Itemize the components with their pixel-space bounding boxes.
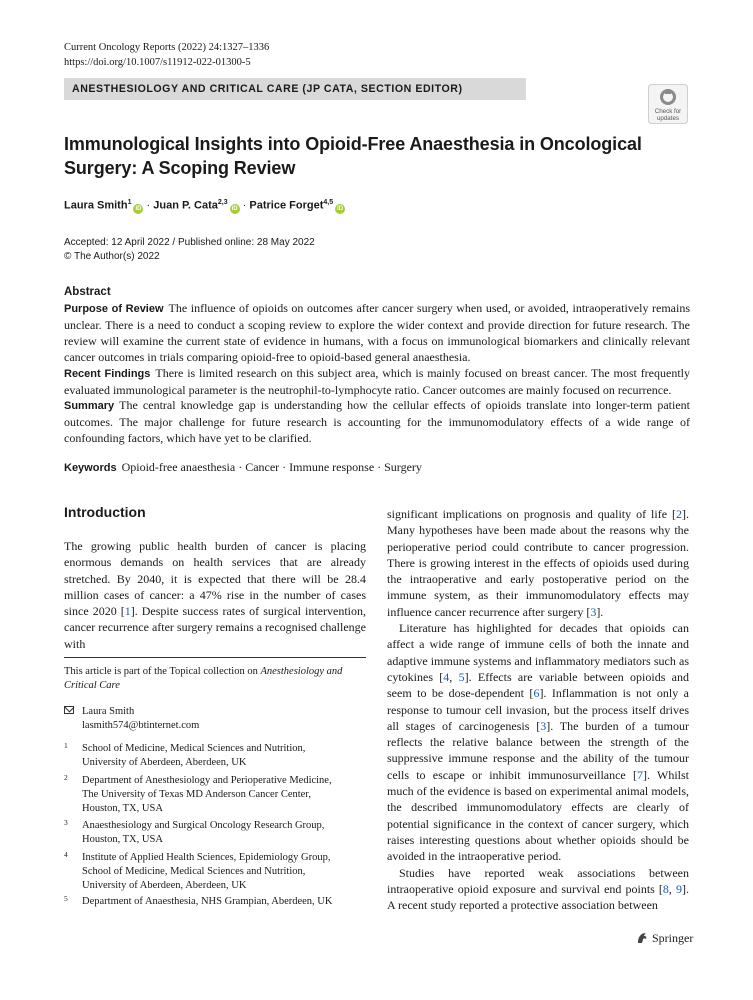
affiliation-line: Institute of Applied Health Sciences, Epidemiology Group, [82,852,331,863]
text-run: ]. Despite success rates of surgical intervention, cancer recurrence after surgery remains a recognised challenge with [64,604,366,651]
affiliation-number: 4 [64,850,68,859]
affiliation-line: School of Medicine, Medical Sciences and Nutrition, [82,866,306,877]
findings-text: There is limited research on this subject area, which is mainly focused on breast cancer. The most frequently evaluated immunological parameter is the neutrophil-to-lymphocyte ratio. Cancer outcomes are mainly focused on recurrence. [64,365,691,397]
affiliation-line: Houston, TX, USA [82,803,163,814]
footnote-prefix: This article is part of the Topical collection on [64,666,261,677]
author-list [64,199,345,214]
section-banner: ANESTHESIOLOGY AND CRITICAL CARE (JP CATA, SECTION EDITOR) [64,78,526,100]
collection-name: Anesthesiology and Critical Care [64,666,343,691]
author-name[interactable]: Laura Smith [64,199,128,212]
abstract-body [64,301,690,447]
intro-left-column [64,538,366,652]
check-for-updates-icon [648,84,688,124]
correspondence-email[interactable]: lasmith574@btinternet.com [82,720,200,731]
text-run: ]. Many hypotheses have been made about the reasons why the perioperative period could contribute to cancer progression. There is growing interest in the effects of opioids used during the intraoperative and early postoperative period on the immune system, as their immunomodulatory effects may influence cancer recurrence after surgery [ [387,507,689,619]
text-run: ]. A recent study reported a protective association between [387,881,690,913]
envelope-icon [64,706,74,714]
text-run: ]. Whilst much of the evidence is based on experimental animal models, the described immunomodulatory effects are clearly of potential significance in the context of cancer surgery, which raises interesting questions about whether opioids should be avoided in the intraoperative period. [387,767,689,864]
author-name[interactable]: Juan P. Cata [153,199,218,212]
keywords-label: Keywords [64,462,117,474]
paragraph [64,538,366,652]
affiliation-line: Department of Anesthesiology and Perioperative Medicine, [82,775,332,786]
citation-link[interactable]: 4 [443,669,450,684]
text-run: Studies have reported weak associations between intraoperative opioid exposure and survival end points [ [387,865,689,896]
correspondence [64,705,199,733]
citation-link[interactable]: 1 [124,604,131,619]
citation-link[interactable]: 2 [676,507,682,521]
citation-link[interactable]: 9 [676,881,683,896]
affiliation-line: University of Aberdeen, Aberdeen, UK [82,880,247,891]
orcid-icon[interactable]: iD [135,205,142,212]
author-name[interactable]: Patrice Forget [249,199,324,212]
affiliation [64,742,366,770]
copyright-line: © The Author(s) 2022 [64,251,160,262]
affiliation-line: Anaesthesiology and Surgical Oncology Research Group, [82,820,325,831]
paragraph [387,865,689,914]
affiliation-number: 2 [64,773,68,782]
orcid-icon[interactable]: iD [337,205,344,212]
summary-label: Summary [64,400,115,413]
springer-horse-icon [635,931,649,945]
citation-link[interactable]: 5 [458,669,465,684]
publisher-footer [635,931,693,946]
text-run: Literature has highlighted for decades that opioids can affect a wide range of immune cells of both the innate and adaptive immune systems and inflammatory mediators such as cytokines [ [387,621,689,684]
citation-link[interactable]: 6 [533,686,540,701]
affiliation [64,895,366,909]
doi-link[interactable]: https://doi.org/10.1007/s11912-022-01300-5 [64,57,251,68]
footnote-divider [64,657,366,658]
intro-right-column [387,506,689,913]
affiliation-line: The University of Texas MD Anderson Cancer Center, [82,789,312,800]
affiliation-line: University of Aberdeen, Aberdeen, UK [82,757,247,768]
purpose-text: The influence of opioids on outcomes after cancer surgery when used, or avoided, intraoperatively remains unclear. There is a need to conduct a scoping review to explore the wider context and provide direction for future research. The review will examine the current state of evidence in humans, with a focus on immunological biomarkers and clinically relevant cancer outcomes in trials comparing opioid-free to opioid-based general anaesthesia. [64,301,690,364]
affiliation-line: Department of Anaesthesia, NHS Grampian, Aberdeen, UK [82,896,333,907]
paragraph [387,620,689,864]
badge-label-2: updates [656,115,680,122]
abstract-heading: Abstract [64,286,111,298]
keywords [64,459,422,476]
affiliation [64,851,366,893]
topical-collection-note [64,665,366,693]
badge-label-1: Check for [654,108,682,115]
publisher-name: Springer [652,931,694,945]
citation-link[interactable]: 7 [636,767,643,782]
text-run: significant implications on prognosis and quality of life [ [387,507,676,521]
citation-link[interactable]: 3 [540,718,547,733]
affiliation [64,774,366,816]
text-run: The growing public health burden of cancer is placing enormous demands on health services that are already stretched. By 2040, it is expected that there will be 28.4 million cases of cancer: a 47% rise in the number of cases since 2020 [ [64,539,366,619]
author-affiliation-sup: 4,5 [323,199,334,206]
citation-link[interactable]: 3 [590,604,597,619]
article-title: Immunological Insights into Opioid-Free Anaesthesia in Oncological Surgery: A Scoping Review [64,134,642,178]
affiliation-number: 1 [64,741,68,750]
text-run: ]. Effects are variable between opioids and seem to be dose-dependent [ [387,669,689,701]
affiliation-line: Houston, TX, USA [82,834,163,845]
citation-separator: , [668,881,677,896]
author-separator: · [143,199,154,212]
accepted-published-line: Accepted: 12 April 2022 / Published online: 28 May 2022 [64,237,315,248]
introduction-heading: Introduction [64,504,146,520]
affiliation-line: School of Medicine, Medical Sciences and Nutrition, [82,743,306,754]
journal-citation: Current Oncology Reports (2022) 24:1327–1336 [64,42,270,53]
orcid-icon[interactable]: iD [231,205,238,212]
check-for-updates-badge[interactable] [648,84,688,124]
text-run: ]. Inflammation is not only a response to tumour cell invasion, but the process itself drives all stages of carcinogenesis [ [387,686,690,733]
affiliation [64,819,366,847]
citation-link[interactable]: 8 [662,881,669,896]
citation-separator: , [449,669,459,684]
affiliation-number: 5 [64,894,68,903]
author-affiliation-sup: 2,3 [217,199,228,206]
paragraph [387,506,689,620]
author-affiliation-sup: 1 [127,199,132,206]
text-run: ]. [596,604,604,619]
summary-text: The central knowledge gap is understanding how the cellular effects of opioids translate into longer-term patient outcomes. The major challenge for future research is accounting for the immunomodulatory effects of a wide range of confounding factors, which have yet to be clarified. [64,398,690,446]
publication-dates [64,236,315,264]
keywords-text: Opioid-free anaesthesia · Cancer · Immune response · Surgery [121,460,422,474]
affiliation-number: 3 [64,818,68,827]
journal-header [64,40,269,70]
text-run: ]. The burden of a tumour reflects the relative balance between the strength of the suppressive immune response and the ability of the tumour cells to escape or inhibit immunosurveillance [ [387,718,690,782]
correspondence-name: Laura Smith [82,706,135,717]
findings-label: Recent Findings [64,367,151,380]
author-separator: · [239,199,250,212]
purpose-label: Purpose of Review [64,303,164,315]
